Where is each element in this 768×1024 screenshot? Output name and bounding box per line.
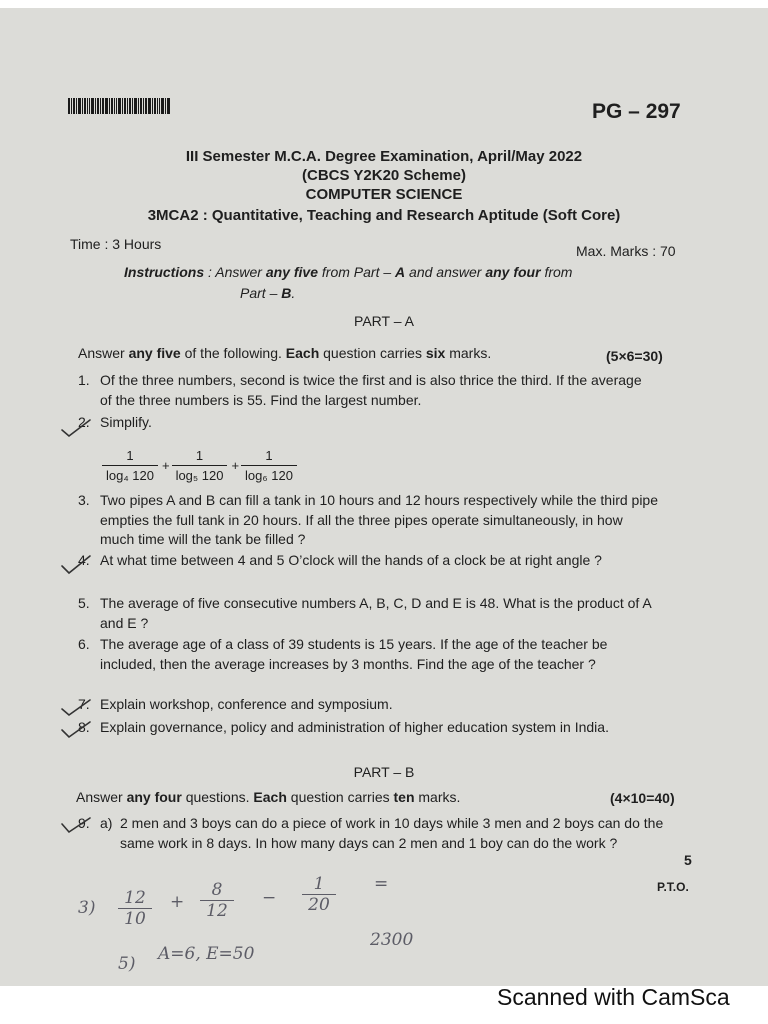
instructions-line-2 xyxy=(240,285,295,301)
fraction xyxy=(172,448,228,483)
instruction-text: question carries xyxy=(286,789,394,805)
instruction-emphasis: six xyxy=(425,345,446,361)
log-expression xyxy=(102,448,299,483)
instruction-text: Answer xyxy=(76,789,127,805)
instruction-text: marks. xyxy=(445,345,492,361)
fraction xyxy=(102,448,158,483)
instructions-emphasis: any four xyxy=(485,264,541,280)
exam-paper xyxy=(0,8,768,986)
part-b-title: PART – B xyxy=(353,764,415,780)
instructions-text: and answer xyxy=(405,264,486,280)
handwritten-fraction xyxy=(118,888,152,929)
part-b-marks: (4×10=40) xyxy=(610,790,675,806)
fraction-numerator: 1 xyxy=(241,448,297,466)
check-mark-icon xyxy=(62,556,90,573)
part-a-title: PART – A xyxy=(354,313,414,329)
question-number: 8. xyxy=(78,719,90,735)
part-a-instruction xyxy=(78,345,491,361)
instructions-emphasis: any five xyxy=(265,264,318,280)
instruction-emphasis: Each xyxy=(285,345,320,361)
question-6 xyxy=(78,635,658,674)
instructions-text: Part – xyxy=(240,285,282,301)
handwritten-denominator: 12 xyxy=(200,900,234,921)
fraction-denominator: log₆ 120 xyxy=(245,468,293,483)
handwritten-numerator: 12 xyxy=(124,888,146,908)
instructions-line-1 xyxy=(124,264,572,280)
question-8 xyxy=(78,718,658,738)
handwritten-denominator: 10 xyxy=(118,908,152,929)
subject-line: COMPUTER SCIENCE xyxy=(305,186,463,203)
question-number: 5. xyxy=(78,595,90,611)
tick-marks-b xyxy=(60,816,100,840)
instruction-emphasis: Each xyxy=(253,789,287,805)
check-mark-icon xyxy=(62,420,90,436)
check-mark-icon xyxy=(62,722,90,737)
question-text: 2 men and 3 boys can do a piece of work in 10 days while 3 men and 2 boys can do the same work in 8 days. In how many days can 2 men and 1 boy can do the work ? xyxy=(120,815,664,851)
question-text: Explain workshop, conference and symposium. xyxy=(100,696,393,712)
instruction-emphasis: any four xyxy=(126,789,182,805)
instruction-text: of the following. xyxy=(180,345,286,361)
question-number: 1. xyxy=(78,372,90,388)
pto-label: P.T.O. xyxy=(657,880,689,894)
handwritten-fraction xyxy=(302,874,336,915)
max-marks-label: Max. Marks : 70 xyxy=(576,243,676,259)
time-label: Time : 3 Hours xyxy=(70,236,162,252)
instructions-emphasis: B xyxy=(281,285,292,301)
fraction xyxy=(241,448,297,483)
question-7 xyxy=(78,695,668,715)
instruction-emphasis: any five xyxy=(128,345,181,361)
question-marks: 5 xyxy=(684,852,692,868)
instructions-text: from xyxy=(540,264,573,280)
handwritten-fraction xyxy=(200,880,234,921)
part-b-instruction xyxy=(76,789,460,805)
instructions-text: : Answer xyxy=(204,264,266,280)
instructions-text: from Part – xyxy=(318,264,396,280)
question-4 xyxy=(78,551,648,571)
instruction-emphasis: ten xyxy=(393,789,415,805)
question-number: 9. xyxy=(78,815,90,831)
question-text: Explain governance, policy and administration of higher education system in India. xyxy=(100,719,609,735)
instructions-label: Instructions xyxy=(124,264,205,280)
barcode xyxy=(68,98,170,114)
question-number: 3. xyxy=(78,492,90,508)
question-2 xyxy=(78,413,668,433)
question-5 xyxy=(78,594,668,633)
handwritten-numerator: 1 xyxy=(313,874,325,894)
handwritten-note: 2300 xyxy=(370,930,414,950)
scheme-line: (CBCS Y2K20 Scheme) xyxy=(302,167,466,184)
question-1 xyxy=(78,371,648,410)
sub-question-label: a) xyxy=(100,815,113,831)
plus-sign: + xyxy=(231,458,240,473)
handwritten-label: 3) xyxy=(78,898,96,918)
question-text: The average age of a class of 39 students is 15 years. If the age of the teacher be included, then the average increases by 3 months. Find the age of the teacher ? xyxy=(100,636,608,672)
handwritten-operator: = xyxy=(374,874,389,894)
question-3 xyxy=(78,491,658,550)
instruction-text: Answer xyxy=(78,345,129,361)
exam-title: III Semester M.C.A. Degree Examination, April/May 2022 xyxy=(185,148,583,165)
plus-sign: + xyxy=(161,458,170,473)
instruction-text: questions. xyxy=(181,789,254,805)
handwritten-operator: − xyxy=(262,888,277,908)
check-mark-icon xyxy=(62,700,90,715)
fraction-numerator: 1 xyxy=(102,448,158,466)
course-title: 3MCA2 : Quantitative, Teaching and Research Aptitude (Soft Core) xyxy=(147,207,621,224)
question-text: Of the three numbers, second is twice the first and is also thrice the third. If the average of the three numbers is 55. Find the largest number. xyxy=(100,372,642,408)
check-mark-icon xyxy=(62,818,90,832)
handwritten-numerator: 8 xyxy=(211,880,223,900)
instructions-emphasis: A xyxy=(395,264,406,280)
fraction-denominator: log₅ 120 xyxy=(175,468,224,483)
question-number: 2. xyxy=(78,414,90,430)
question-text: Simplify. xyxy=(100,414,152,430)
question-number: 7. xyxy=(78,696,90,712)
instruction-text: question carries xyxy=(319,345,426,361)
question-9 xyxy=(78,814,668,853)
paper-code: PG – 297 xyxy=(592,100,681,123)
handwritten-label: 5) xyxy=(118,954,136,974)
handwritten-operator: + xyxy=(170,892,185,912)
question-text: Two pipes A and B can fill a tank in 10 hours and 12 hours respectively while the third pipe empties the full tank in 20 hours. If all the three pipes operate simultaneously, in how much time will the tank be filled ? xyxy=(100,492,659,547)
instructions-text: . xyxy=(291,285,296,301)
question-number: 6. xyxy=(78,636,90,652)
instruction-text: marks. xyxy=(414,789,461,805)
fraction-denominator: log₄ 120 xyxy=(106,468,154,483)
camscanner-watermark: Scanned with CamSca xyxy=(497,984,730,1010)
fraction-numerator: 1 xyxy=(172,448,228,466)
handwritten-note: A=6, E=50 xyxy=(158,944,255,964)
question-text: The average of five consecutive numbers A, B, C, D and E is 48. What is the product of A and E ? xyxy=(100,595,651,631)
part-a-marks: (5×6=30) xyxy=(606,348,663,364)
question-text: At what time between 4 and 5 O’clock will the hands of a clock be at right angle ? xyxy=(100,552,602,568)
question-number: 4. xyxy=(78,552,90,568)
tick-marks xyxy=(60,412,110,742)
handwritten-denominator: 20 xyxy=(302,894,336,915)
